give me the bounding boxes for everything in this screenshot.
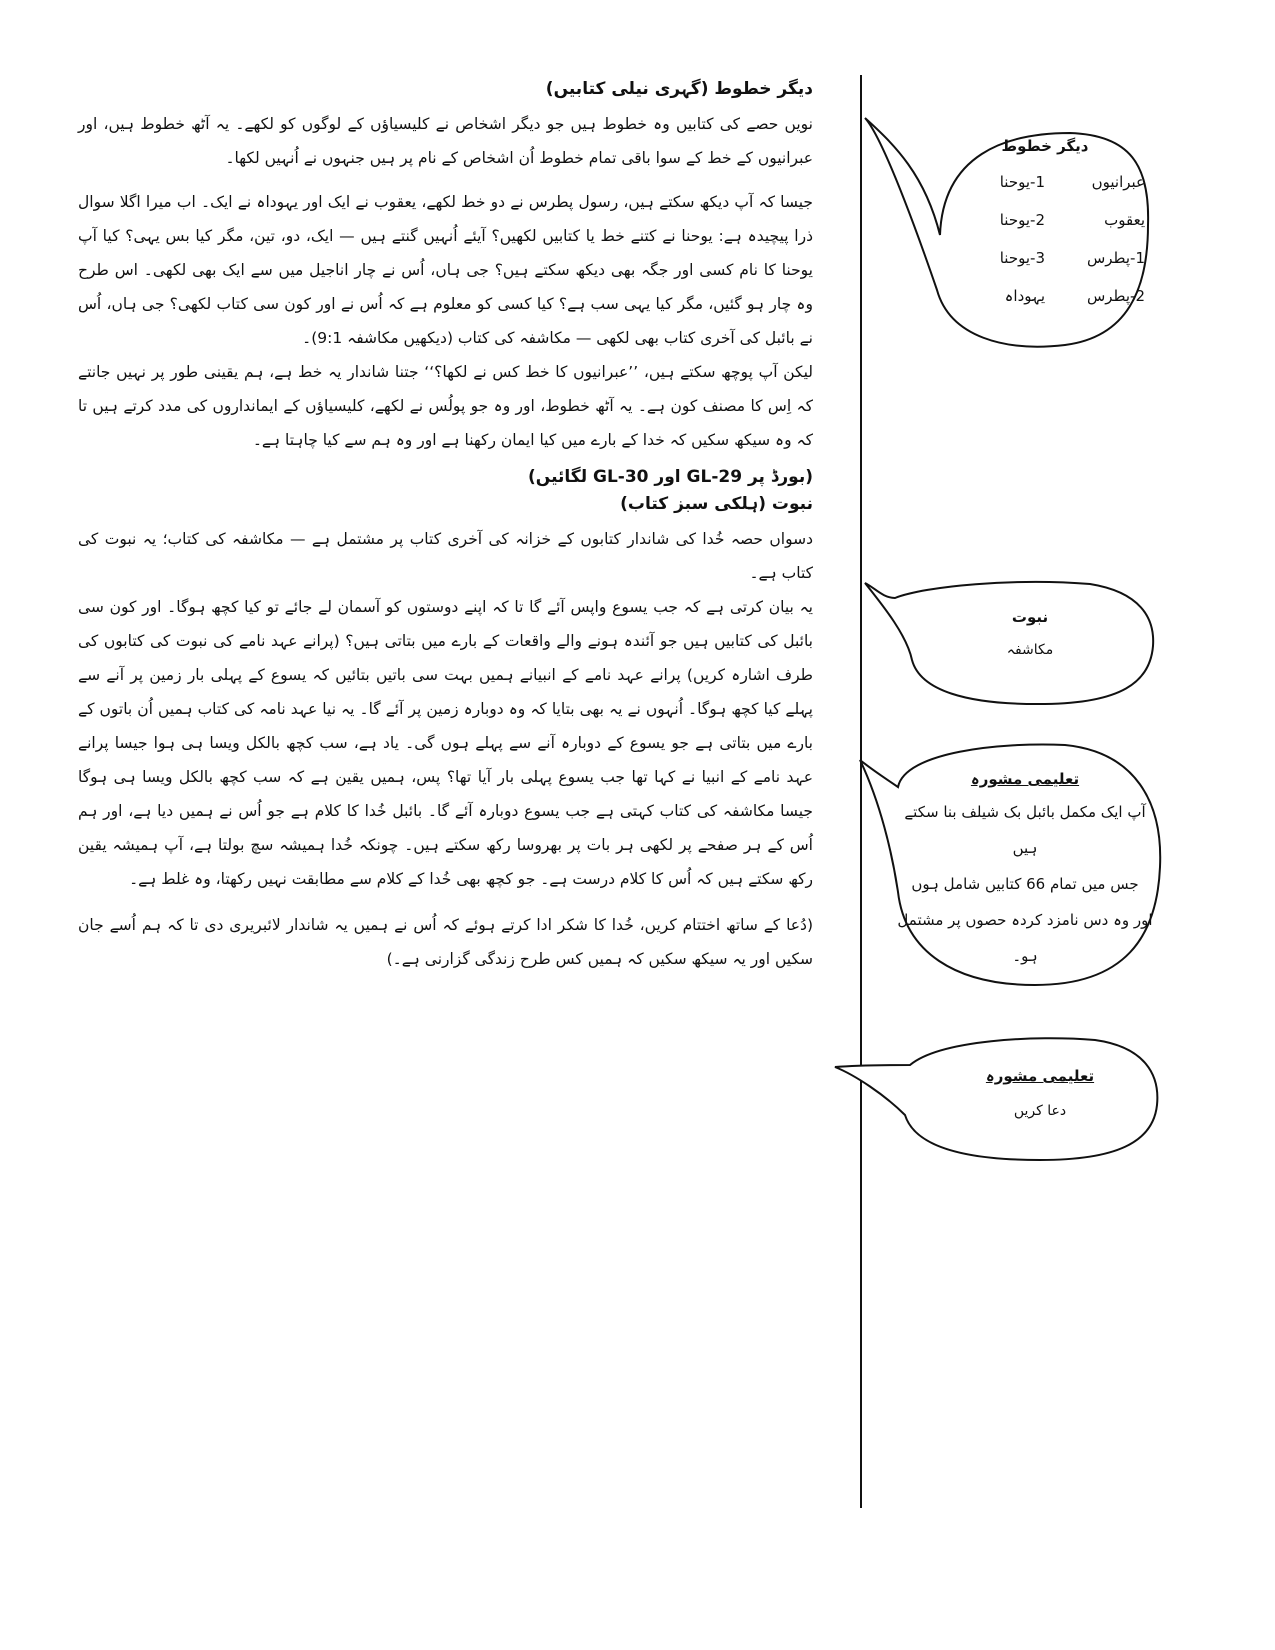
book-james: یعقوب	[1104, 211, 1145, 229]
paragraph: یہ بیان کرتی ہے کہ جب یسوع واپس آئے گا تا کہ اپنے دوستوں کو آسمان لے جائے تو کیا کچھ ہوگا۔ اور کون سی بائبل کی کتابیں ہیں جو آئندہ ہونے والے واقعات کے بارے میں بتاتی ہیں؟ (پرانے عہد نامے کی نبوت کی کتابوں کی طرف اشارہ کریں) پرانے عہد نامے کے انبیانے ہمیں بہت سی باتیں بتائیں کہ یسوع کے پہلی بار زمین پر آنے سے پہلے کیا کچھ ہوگا۔ اُنہوں نے یہ بھی بتایا کہ وہ دوبارہ زمین پر آئے گا۔ یہ نیا عہد نامہ کی کتاب ہمیں اُن باتوں کے بارے میں بتاتی ہے جو یسوع کے دوبارہ آنے سے پہلے ہوں گی۔ یاد ہے، سب کچھ بالکل ویسا ہی ہوا جیسا پرانے عہد نامے کے انبیا نے کہا تھا جب یسوع پہلی بار آیا تھا؟ پس، ہمیں یقین ہے کہ سب کچھ بالکل ویسا ہی ہوگا جیسا مکاشفہ کی کتاب کہتی ہے جب یسوع دوبارہ آئے گا۔ بائبل خُدا کا کلام ہے جو اُس نے ہمیں دیا ہے، اور ہم اُس کے ہر صفحے پر لکھی ہر بات پر بھروسا رکھ سکتے ہیں۔ چونکہ خُدا ہمیشہ سچ بولتا ہے، آپ ہمیشہ یقین رکھ سکتے ہیں کہ اُس کا کلام درست ہے۔ جو کچھ بھی خُدا کے کلام سے مطابقت نہیں رکھتا، وہ غلط ہے۔	[78, 598, 813, 888]
book-1-peter: 1-پطرس	[1086, 249, 1145, 267]
book-jude: یہوداہ	[1004, 287, 1045, 305]
book-2-peter: 2-پطرس	[1086, 287, 1145, 305]
tip-line: اور وہ دس نامزد کردہ حصوں پر مشتمل ہو۔	[897, 911, 1153, 965]
paragraph: لیکن آپ پوچھ سکتے ہیں، ’’عبرانیوں کا خط کس نے لکھا؟‘‘ جتنا شاندار یہ خط ہے، ہم یقینی طور پر نہیں جانتے کہ اِس کا مصنف کون ہے۔ یہ آٹھ خطوط، اور وہ جو پولُس نے لکھے، کلیسیاؤں کے ایمانداروں کی مدد کرتے ہیں تا کہ وہ سیکھ سکیں کہ خدا کے بارے میں کیا ایمان رکھنا ہے اور وہ ہم سے کیا چاہتا ہے۔	[78, 363, 813, 449]
book-2-john: 2-یوحنا	[999, 211, 1045, 229]
board-code-2: GL-30	[593, 467, 649, 487]
tip-pray-text: دعا کریں	[1013, 1103, 1067, 1119]
prophecy-bubble	[865, 578, 1165, 708]
bubble-title: دیگر خطوط	[1001, 137, 1089, 155]
tip-line-part: کتابیں شامل ہوں	[911, 875, 1022, 893]
tip-number: 66	[1026, 875, 1046, 893]
paragraph: جیسا کہ آپ دیکھ سکتے ہیں، رسول پطرس نے دو خط لکھے، یعقوب نے ایک اور یہوداہ نے ایک۔ اب میرا اگلا سوال ذرا پیچیدہ ہے: یوحنا نے کتنے خط یا کتابیں لکھیں؟ آیئے اُنہیں گنتے ہیں — ایک، دو، تین، مگر کیا بس یہی؟ کیا آپ یوحنا کا نام کسی اور جگہ بھی دیکھ سکتے ہیں؟ جی ہاں، اُس نے چار اناجیل میں سے ایک بھی لکھی۔ اس طرح وہ چار ہو گئیں، مگر کیا یہی سب ہے؟ کیا کسی کو معلوم ہے کہ اُس نے اور کون سی کتاب لکھی؟ جی ہاں، اُس نے بائبل کی آخری کتاب بھی لکھی — مکاشفہ کی کتاب (دیکھیں مکاشفہ 9:1)۔	[78, 193, 813, 347]
board-prefix: (بورڈ پر	[747, 467, 813, 487]
book-1-john: 1-یوحنا	[999, 173, 1045, 191]
board-suffix: لگائیں)	[528, 467, 588, 487]
board-and: اور	[654, 467, 681, 487]
paragraph: دسواں حصہ خُدا کی شاندار کتابوں کے خزانہ کی آخری کتاب پر مشتمل ہے — مکاشفہ کی کتاب؛ یہ نبوت کی کتاب ہے۔	[78, 530, 813, 582]
bubble-title: تعلیمی مشورہ	[970, 770, 1080, 788]
book-3-john: 3-یوحنا	[999, 249, 1045, 267]
tip-line: آپ ایک مکمل بائبل بک شیلف بنا سکتے ہیں	[904, 803, 1146, 857]
teaching-tip-bubble	[860, 742, 1170, 987]
bubble-title: نبوت	[1011, 608, 1049, 626]
tip-line	[890, 866, 1160, 902]
prayer-tip-bubble	[835, 1035, 1165, 1163]
book-hebrews: عبرانیوں	[1091, 173, 1145, 191]
bubble-title: تعلیمی مشورہ	[985, 1067, 1095, 1085]
board-code-1: GL-29	[686, 467, 743, 487]
book-revelation: مکاشفہ	[1006, 642, 1054, 658]
board-instruction	[78, 467, 813, 487]
paragraph: نویں حصے کی کتابیں وہ خطوط ہیں جو دیگر اشخاص نے کلیسیاؤں کے لوگوں کو لکھے۔ یہ آٹھ خطوط ہیں، اور عبرانیوں کے خط کے سوا باقی تمام خطوط اُن اشخاص کے نام پر ہیں جنہوں نے اُنہیں لکھا۔	[78, 115, 813, 167]
main-content	[78, 78, 813, 986]
tip-line-part: جس میں تمام	[1050, 875, 1139, 893]
section-heading-other-letters: دیگر خطوط (گہری نیلی کتابیں)	[545, 79, 813, 99]
other-letters-bubble	[865, 115, 1165, 355]
closing-prayer-paragraph: (دُعا کے ساتھ اختتام کریں، خُدا کا شکر ادا کرتے ہوئے کہ اُس نے ہمیں یہ شاندار لائبریری دی تا کہ ہم اُسے جان سکیں اور یہ سیکھ سکیں کہ ہمیں کس طرح زندگی گزارنی ہے۔)	[78, 916, 813, 968]
section-heading-prophecy: نبوت (ہلکی سبز کتاب)	[620, 494, 813, 514]
